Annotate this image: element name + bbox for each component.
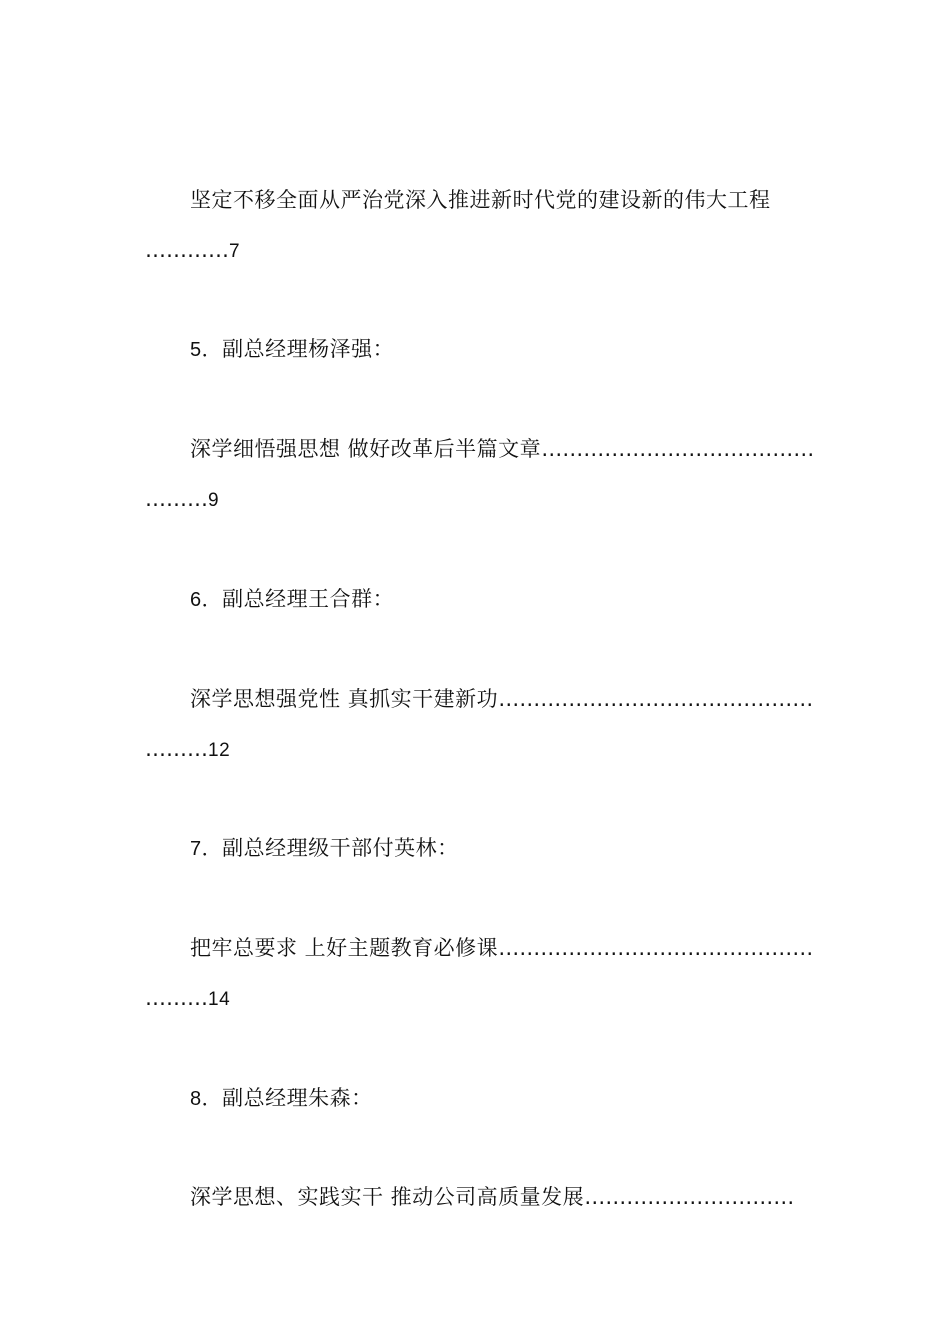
toc-entry-title xyxy=(190,1182,794,1212)
toc-leader-dots: ……………………………………… xyxy=(498,687,814,711)
toc-entry-text: 把牢总要求 上好主题教育必修课 xyxy=(190,936,499,960)
toc-section-heading xyxy=(190,1083,373,1114)
toc-page-number: 14 xyxy=(208,989,231,1010)
toc-entry-title xyxy=(190,185,771,215)
toc-leader-dots: ………………………… xyxy=(584,1185,795,1209)
toc-entry-text: 坚定不移全面从严治党深入推进新时代党的建设新的伟大工程 xyxy=(190,188,771,212)
toc-section-number: 6． xyxy=(190,589,223,611)
toc-page-number: 12 xyxy=(208,740,231,761)
toc-entry-leader-line xyxy=(145,983,230,1015)
toc-section-label: 副总经理王合群： xyxy=(222,587,395,611)
toc-entry-title xyxy=(190,933,813,963)
toc-entry-leader-line xyxy=(145,484,219,516)
toc-entry-leader-line xyxy=(145,235,240,267)
toc-section-number: 5． xyxy=(190,339,223,361)
toc-leader-dots: ……… xyxy=(145,737,208,761)
toc-entry-text: 深学思想强党性 真抓实干建新功 xyxy=(190,687,499,711)
toc-leader-dots: ………………………………… xyxy=(541,437,815,461)
toc-section-number: 7． xyxy=(190,838,223,860)
toc-leader-dots: ………… xyxy=(145,238,229,262)
toc-entry-leader-line xyxy=(145,734,230,766)
toc-section-label: 副总经理杨泽强： xyxy=(222,337,395,361)
toc-page-number: 7 xyxy=(229,241,241,262)
toc-entry-text: 深学思想、实践实干 推动公司高质量发展 xyxy=(190,1185,585,1209)
toc-leader-dots: ……………………………………… xyxy=(498,936,814,960)
toc-page-number: 9 xyxy=(208,490,220,511)
toc-section-label: 副总经理级干部付英林： xyxy=(222,836,459,860)
toc-section-heading xyxy=(190,334,394,365)
toc-section-heading xyxy=(190,584,394,615)
toc-entry-text: 深学细悟强思想 做好改革后半篇文章 xyxy=(190,437,542,461)
toc-leader-dots: ……… xyxy=(145,986,208,1010)
toc-leader-dots: ……… xyxy=(145,487,208,511)
toc-entry-title xyxy=(190,434,814,464)
toc-section-heading xyxy=(190,833,459,864)
toc-section-label: 副总经理朱森： xyxy=(222,1086,373,1110)
toc-section-number: 8． xyxy=(190,1088,223,1110)
toc-entry-title xyxy=(190,684,813,714)
